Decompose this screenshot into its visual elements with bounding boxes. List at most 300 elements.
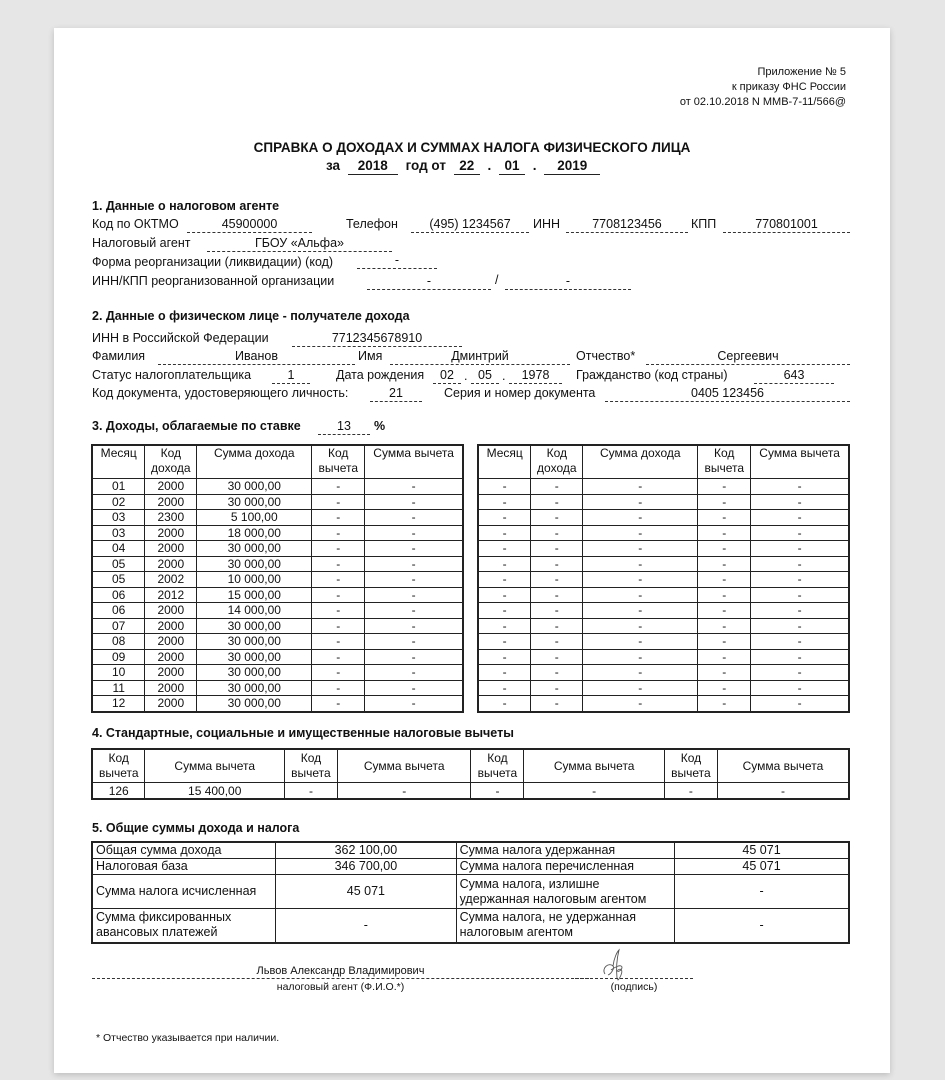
cell-deduction-code: - bbox=[698, 525, 751, 541]
cell-month: 01 bbox=[92, 479, 145, 495]
col-deduction-sum: Сумма вычета bbox=[524, 749, 665, 783]
cell-deduction-code: - bbox=[698, 618, 751, 634]
income-row bbox=[478, 634, 849, 650]
cell-income-code: - bbox=[531, 510, 583, 526]
deductions-row bbox=[92, 783, 849, 800]
cell-deduction-code: - bbox=[698, 680, 751, 696]
cell-income-sum: 5 100,00 bbox=[197, 510, 312, 526]
footnote: * Отчество указывается при наличии. bbox=[96, 1032, 280, 1044]
deduction-sum: - bbox=[524, 783, 665, 800]
agent-label: Налоговый агент bbox=[92, 236, 191, 250]
title-day: 22 bbox=[454, 158, 480, 175]
cell-income-code: 2012 bbox=[145, 587, 197, 603]
income-table-header bbox=[478, 445, 849, 479]
cell-deduction-sum: - bbox=[365, 587, 463, 603]
tax-transferred-label: Сумма налога перечисленная bbox=[456, 859, 674, 875]
agent-inn-field: 7708123456 bbox=[566, 217, 688, 233]
appendix-note bbox=[680, 65, 846, 110]
col-deduction-code: Код вычета bbox=[284, 749, 337, 783]
title-doc-year: 2019 bbox=[544, 158, 600, 175]
cell-income-sum: 15 000,00 bbox=[197, 587, 312, 603]
section3-heading: 3. Доходы, облагаемые по ставке bbox=[92, 419, 301, 433]
status-field: 1 bbox=[272, 368, 310, 384]
col-deduction-sum: Сумма вычета bbox=[145, 749, 285, 783]
cell-deduction-sum: - bbox=[751, 541, 849, 557]
deduction-code: - bbox=[664, 783, 717, 800]
cell-income-sum: 30 000,00 bbox=[197, 618, 312, 634]
cell-income-sum: - bbox=[583, 525, 698, 541]
cell-month: - bbox=[478, 510, 531, 526]
deductions-header bbox=[92, 749, 849, 783]
col-deduction-code: Код вычета bbox=[312, 445, 365, 479]
income-row bbox=[92, 510, 463, 526]
cell-income-code: 2000 bbox=[145, 494, 197, 510]
cell-month: 03 bbox=[92, 510, 145, 526]
title-dot: . bbox=[532, 158, 537, 173]
cell-deduction-sum: - bbox=[751, 479, 849, 495]
cell-month: 05 bbox=[92, 572, 145, 588]
income-row bbox=[478, 665, 849, 681]
cell-deduction-sum: - bbox=[365, 525, 463, 541]
cell-income-sum: - bbox=[583, 587, 698, 603]
person-inn-label: ИНН в Российской Федерации bbox=[92, 331, 269, 345]
cell-income-code: 2000 bbox=[145, 603, 197, 619]
agent-inn-label: ИНН bbox=[533, 217, 561, 231]
total-income-label: Общая сумма дохода bbox=[92, 842, 276, 859]
deduction-code: 126 bbox=[92, 783, 145, 800]
cell-income-code: - bbox=[531, 680, 583, 696]
cell-month: 08 bbox=[92, 634, 145, 650]
reorg-kpp-field: - bbox=[505, 274, 631, 290]
cell-income-sum: - bbox=[583, 510, 698, 526]
cell-deduction-code: - bbox=[698, 696, 751, 712]
cell-income-code: - bbox=[531, 634, 583, 650]
totals-row bbox=[92, 909, 849, 943]
surname-label: Фамилия bbox=[92, 349, 146, 363]
cell-deduction-sum: - bbox=[365, 572, 463, 588]
cell-month: 06 bbox=[92, 587, 145, 603]
cell-month: - bbox=[478, 649, 531, 665]
cell-income-sum: - bbox=[583, 634, 698, 650]
totals-row bbox=[92, 859, 849, 875]
cell-deduction-sum: - bbox=[365, 696, 463, 712]
name-label: Имя bbox=[358, 349, 383, 363]
cell-income-code: - bbox=[531, 618, 583, 634]
income-row bbox=[478, 618, 849, 634]
cell-income-code: 2002 bbox=[145, 572, 197, 588]
doc-number-field: 0405 123456 bbox=[605, 386, 850, 402]
cell-month: 07 bbox=[92, 618, 145, 634]
citizenship-field: 643 bbox=[754, 368, 834, 384]
citizenship-label: Гражданство (код страны) bbox=[576, 368, 728, 382]
cell-income-sum: 30 000,00 bbox=[197, 696, 312, 712]
cell-income-sum: - bbox=[583, 680, 698, 696]
cell-income-sum: 30 000,00 bbox=[197, 479, 312, 495]
income-row bbox=[92, 525, 463, 541]
tax-transferred-value: 45 071 bbox=[675, 859, 849, 875]
cell-deduction-code: - bbox=[312, 649, 365, 665]
cell-income-sum: 18 000,00 bbox=[197, 525, 312, 541]
cell-month: 03 bbox=[92, 525, 145, 541]
cell-deduction-code: - bbox=[312, 541, 365, 557]
cell-deduction-sum: - bbox=[751, 494, 849, 510]
deduction-sum: - bbox=[717, 783, 849, 800]
income-row bbox=[92, 587, 463, 603]
cell-income-sum: - bbox=[583, 556, 698, 572]
document-sheet bbox=[54, 28, 890, 1073]
col-deduction-sum: Сумма вычета bbox=[751, 445, 849, 479]
income-row bbox=[478, 556, 849, 572]
cell-deduction-sum: - bbox=[365, 618, 463, 634]
cell-income-code: - bbox=[531, 556, 583, 572]
agent-field: ГБОУ «Альфа» bbox=[207, 236, 392, 252]
cell-month: - bbox=[478, 696, 531, 712]
cell-month: 12 bbox=[92, 696, 145, 712]
reorg-inn-field: - bbox=[367, 274, 491, 290]
income-row bbox=[478, 510, 849, 526]
tax-overwithheld-label: Сумма налога, излишне удержанная налоговым агентом bbox=[456, 875, 674, 909]
cell-deduction-sum: - bbox=[365, 556, 463, 572]
kpp-field: 770801001 bbox=[723, 217, 850, 233]
cell-deduction-sum: - bbox=[751, 680, 849, 696]
cell-income-code: 2000 bbox=[145, 696, 197, 712]
cell-income-sum: 30 000,00 bbox=[197, 556, 312, 572]
income-row bbox=[92, 541, 463, 557]
cell-income-sum: - bbox=[583, 618, 698, 634]
col-deduction-code: Код вычета bbox=[698, 445, 751, 479]
income-row bbox=[92, 603, 463, 619]
title-dot: . bbox=[487, 158, 492, 173]
cell-deduction-sum: - bbox=[751, 665, 849, 681]
reorg-form-field: - bbox=[357, 253, 437, 269]
col-income-code: Код дохода bbox=[145, 445, 197, 479]
cell-income-code: 2000 bbox=[145, 634, 197, 650]
cell-deduction-code: - bbox=[312, 510, 365, 526]
cell-income-sum: - bbox=[583, 603, 698, 619]
cell-income-code: 2000 bbox=[145, 680, 197, 696]
col-income-sum: Сумма дохода bbox=[583, 445, 698, 479]
name-field: Дминтрий bbox=[390, 349, 570, 365]
oktmo-label: Код по ОКТМО bbox=[92, 217, 179, 231]
cell-month: 06 bbox=[92, 603, 145, 619]
agent-name-caption: налоговый агент (Ф.И.О.*) bbox=[276, 981, 405, 993]
cell-deduction-sum: - bbox=[365, 479, 463, 495]
cell-deduction-code: - bbox=[312, 665, 365, 681]
cell-income-code: 2000 bbox=[145, 618, 197, 634]
cell-month: 09 bbox=[92, 649, 145, 665]
percent-sign: % bbox=[374, 419, 386, 433]
income-row bbox=[478, 696, 849, 712]
income-row bbox=[92, 572, 463, 588]
title-year: 2018 bbox=[348, 158, 398, 175]
cell-month: 05 bbox=[92, 556, 145, 572]
cell-deduction-code: - bbox=[312, 634, 365, 650]
cell-deduction-sum: - bbox=[751, 603, 849, 619]
cell-deduction-code: - bbox=[698, 494, 751, 510]
cell-income-code: 2000 bbox=[145, 649, 197, 665]
cell-deduction-code: - bbox=[698, 510, 751, 526]
cell-income-sum: - bbox=[583, 494, 698, 510]
cell-month: 10 bbox=[92, 665, 145, 681]
cell-deduction-sum: - bbox=[365, 680, 463, 696]
income-table-left bbox=[91, 444, 464, 713]
col-month: Месяц bbox=[92, 445, 145, 479]
status-label: Статус налогоплательщика bbox=[92, 368, 252, 382]
cell-deduction-sum: - bbox=[751, 618, 849, 634]
birth-year-field: 1978 bbox=[509, 368, 562, 384]
cell-deduction-code: - bbox=[312, 572, 365, 588]
income-row bbox=[92, 696, 463, 712]
document-title: СПРАВКА О ДОХОДАХ И СУММАХ НАЛОГА ФИЗИЧЕСКОГО ЛИЦА bbox=[253, 140, 691, 155]
cell-income-code: - bbox=[531, 572, 583, 588]
cell-income-sum: 30 000,00 bbox=[197, 634, 312, 650]
deduction-sum: 15 400,00 bbox=[145, 783, 285, 800]
col-income-code: Код дохода bbox=[531, 445, 583, 479]
section5-heading: 5. Общие суммы дохода и налога bbox=[92, 821, 300, 835]
income-row bbox=[92, 479, 463, 495]
cell-income-code: 2000 bbox=[145, 665, 197, 681]
col-deduction-code: Код вычета bbox=[664, 749, 717, 783]
cell-deduction-sum: - bbox=[751, 634, 849, 650]
cell-income-code: - bbox=[531, 696, 583, 712]
cell-deduction-code: - bbox=[698, 634, 751, 650]
cell-deduction-code: - bbox=[698, 556, 751, 572]
income-row bbox=[92, 494, 463, 510]
patronymic-label: Отчество* bbox=[576, 349, 636, 363]
income-row bbox=[478, 572, 849, 588]
income-row bbox=[478, 494, 849, 510]
income-row bbox=[92, 556, 463, 572]
tax-not-withheld-label: Сумма налога, не удержанная налоговым агентом bbox=[456, 909, 674, 943]
cell-deduction-sum: - bbox=[751, 649, 849, 665]
signature-caption: (подпись) bbox=[610, 981, 658, 993]
doc-code-label: Код документа, удостоверяющего личность: bbox=[92, 386, 349, 400]
income-row bbox=[92, 665, 463, 681]
cell-deduction-code: - bbox=[698, 649, 751, 665]
cell-deduction-sum: - bbox=[365, 665, 463, 681]
cell-income-sum: 30 000,00 bbox=[197, 680, 312, 696]
col-deduction-code: Код вычета bbox=[92, 749, 145, 783]
cell-income-sum: - bbox=[583, 665, 698, 681]
cell-income-code: - bbox=[531, 665, 583, 681]
cell-deduction-sum: - bbox=[751, 696, 849, 712]
cell-deduction-sum: - bbox=[365, 649, 463, 665]
income-row bbox=[478, 680, 849, 696]
birth-day-field: 02 bbox=[433, 368, 461, 384]
cell-deduction-code: - bbox=[312, 680, 365, 696]
birth-month-field: 05 bbox=[471, 368, 499, 384]
cell-income-sum: - bbox=[583, 572, 698, 588]
totals-row bbox=[92, 875, 849, 909]
deduction-code: - bbox=[471, 783, 524, 800]
cell-deduction-code: - bbox=[698, 572, 751, 588]
tax-withheld-label: Сумма налога удержанная bbox=[456, 842, 674, 859]
cell-deduction-sum: - bbox=[751, 525, 849, 541]
cell-income-code: - bbox=[531, 525, 583, 541]
phone-label: Телефон bbox=[346, 217, 398, 231]
cell-month: - bbox=[478, 572, 531, 588]
cell-deduction-code: - bbox=[312, 696, 365, 712]
cell-deduction-code: - bbox=[698, 587, 751, 603]
cell-month: - bbox=[478, 525, 531, 541]
cell-deduction-sum: - bbox=[365, 494, 463, 510]
cell-income-sum: 30 000,00 bbox=[197, 541, 312, 557]
signature-line bbox=[575, 964, 693, 979]
income-table-right bbox=[477, 444, 850, 713]
income-row bbox=[92, 618, 463, 634]
income-row bbox=[92, 634, 463, 650]
surname-field: Иванов bbox=[158, 349, 355, 365]
cell-income-code: - bbox=[531, 541, 583, 557]
deduction-code: - bbox=[284, 783, 337, 800]
tax-rate-field: 13 bbox=[318, 419, 370, 435]
cell-month: 02 bbox=[92, 494, 145, 510]
cell-income-code: - bbox=[531, 603, 583, 619]
doc-code-field: 21 bbox=[370, 386, 422, 402]
cell-income-code: 2000 bbox=[145, 541, 197, 557]
col-deduction-sum: Сумма вычета bbox=[337, 749, 471, 783]
reorg-innkpp-label: ИНН/КПП реорганизованной организации bbox=[92, 274, 335, 288]
cell-month: - bbox=[478, 618, 531, 634]
cell-deduction-code: - bbox=[312, 603, 365, 619]
income-row bbox=[478, 479, 849, 495]
income-table-header bbox=[92, 445, 463, 479]
col-deduction-sum: Сумма вычета bbox=[717, 749, 849, 783]
cell-month: - bbox=[478, 603, 531, 619]
cell-deduction-code: - bbox=[312, 479, 365, 495]
doc-number-label: Серия и номер документа bbox=[444, 386, 596, 400]
phone-field: (495) 1234567 bbox=[411, 217, 529, 233]
reorg-form-label: Форма реорганизации (ликвидации) (код) bbox=[92, 255, 334, 269]
cell-income-code: - bbox=[531, 494, 583, 510]
cell-month: - bbox=[478, 556, 531, 572]
signature-icon bbox=[599, 948, 629, 984]
cell-income-sum: 30 000,00 bbox=[197, 649, 312, 665]
birth-dot: . bbox=[502, 369, 506, 383]
cell-income-sum: - bbox=[583, 696, 698, 712]
cell-income-sum: 14 000,00 bbox=[197, 603, 312, 619]
cell-deduction-code: - bbox=[698, 665, 751, 681]
col-deduction-sum: Сумма вычета bbox=[365, 445, 463, 479]
cell-deduction-sum: - bbox=[365, 634, 463, 650]
reorg-slash: / bbox=[495, 273, 499, 287]
tax-not-withheld-value: - bbox=[675, 909, 849, 943]
income-row bbox=[478, 603, 849, 619]
cell-month: - bbox=[478, 634, 531, 650]
cell-deduction-code: - bbox=[312, 494, 365, 510]
total-income-value: 362 100,00 bbox=[276, 842, 456, 859]
cell-month: - bbox=[478, 587, 531, 603]
title-month: 01 bbox=[499, 158, 525, 175]
tax-base-label: Налоговая база bbox=[92, 859, 276, 875]
cell-deduction-code: - bbox=[312, 556, 365, 572]
cell-deduction-sum: - bbox=[365, 603, 463, 619]
cell-deduction-sum: - bbox=[751, 587, 849, 603]
totals-table bbox=[91, 841, 850, 944]
cell-month: - bbox=[478, 665, 531, 681]
appendix-line-2: к приказу ФНС России bbox=[731, 81, 846, 93]
cell-income-code: 2000 bbox=[145, 525, 197, 541]
cell-income-sum: 30 000,00 bbox=[197, 494, 312, 510]
tax-overwithheld-value: - bbox=[675, 875, 849, 909]
cell-income-sum: - bbox=[583, 649, 698, 665]
person-inn-field: 7712345678910 bbox=[292, 331, 462, 347]
cell-deduction-code: - bbox=[312, 618, 365, 634]
agent-name-field: Львов Александр Владимирович bbox=[92, 964, 589, 979]
cell-month: 11 bbox=[92, 680, 145, 696]
tax-calculated-value: 45 071 bbox=[276, 875, 456, 909]
cell-income-code: - bbox=[531, 587, 583, 603]
cell-month: - bbox=[478, 479, 531, 495]
section4-heading: 4. Стандартные, социальные и имущественные налоговые вычеты bbox=[92, 726, 514, 740]
cell-deduction-code: - bbox=[698, 479, 751, 495]
income-row bbox=[92, 680, 463, 696]
income-row bbox=[92, 649, 463, 665]
tax-base-value: 346 700,00 bbox=[276, 859, 456, 875]
col-income-sum: Сумма дохода bbox=[197, 445, 312, 479]
cell-month: - bbox=[478, 680, 531, 696]
kpp-label: КПП bbox=[691, 217, 717, 231]
birth-dot: . bbox=[464, 369, 468, 383]
title-date-line bbox=[326, 158, 600, 176]
cell-income-sum: - bbox=[583, 541, 698, 557]
fixed-advance-label: Сумма фиксированных авансовых платежей bbox=[92, 909, 276, 943]
income-row bbox=[478, 587, 849, 603]
fixed-advance-value: - bbox=[276, 909, 456, 943]
cell-deduction-sum: - bbox=[365, 541, 463, 557]
cell-deduction-sum: - bbox=[751, 510, 849, 526]
cell-income-code: - bbox=[531, 649, 583, 665]
income-row bbox=[478, 541, 849, 557]
birth-label: Дата рождения bbox=[336, 368, 425, 382]
deduction-sum: - bbox=[337, 783, 471, 800]
cell-income-code: - bbox=[531, 479, 583, 495]
col-deduction-code: Код вычета bbox=[471, 749, 524, 783]
title-za: за bbox=[326, 158, 341, 173]
cell-deduction-sum: - bbox=[751, 572, 849, 588]
totals-row bbox=[92, 842, 849, 859]
section2-heading: 2. Данные о физическом лице - получателе дохода bbox=[92, 309, 410, 323]
cell-income-code: 2300 bbox=[145, 510, 197, 526]
cell-income-sum: 10 000,00 bbox=[197, 572, 312, 588]
cell-deduction-code: - bbox=[312, 525, 365, 541]
income-row bbox=[478, 649, 849, 665]
appendix-line-1: Приложение № 5 bbox=[757, 66, 846, 78]
cell-month: - bbox=[478, 541, 531, 557]
cell-income-sum: - bbox=[583, 479, 698, 495]
oktmo-field: 45900000 bbox=[187, 217, 312, 233]
cell-income-code: 2000 bbox=[145, 556, 197, 572]
cell-deduction-code: - bbox=[698, 541, 751, 557]
cell-income-sum: 30 000,00 bbox=[197, 665, 312, 681]
cell-deduction-code: - bbox=[312, 587, 365, 603]
cell-deduction-code: - bbox=[698, 603, 751, 619]
section1-heading: 1. Данные о налоговом агенте bbox=[92, 199, 280, 213]
deductions-table bbox=[91, 748, 850, 800]
cell-deduction-sum: - bbox=[365, 510, 463, 526]
cell-income-code: 2000 bbox=[145, 479, 197, 495]
patronymic-field: Сергеевич bbox=[646, 349, 850, 365]
cell-month: - bbox=[478, 494, 531, 510]
tax-withheld-value: 45 071 bbox=[675, 842, 849, 859]
cell-deduction-sum: - bbox=[751, 556, 849, 572]
tax-calculated-label: Сумма налога исчисленная bbox=[92, 875, 276, 909]
col-month: Месяц bbox=[478, 445, 531, 479]
title-god-ot: год от bbox=[405, 158, 446, 173]
cell-month: 04 bbox=[92, 541, 145, 557]
income-row bbox=[478, 525, 849, 541]
appendix-line-3: от 02.10.2018 N ММВ-7-11/566@ bbox=[679, 96, 846, 108]
